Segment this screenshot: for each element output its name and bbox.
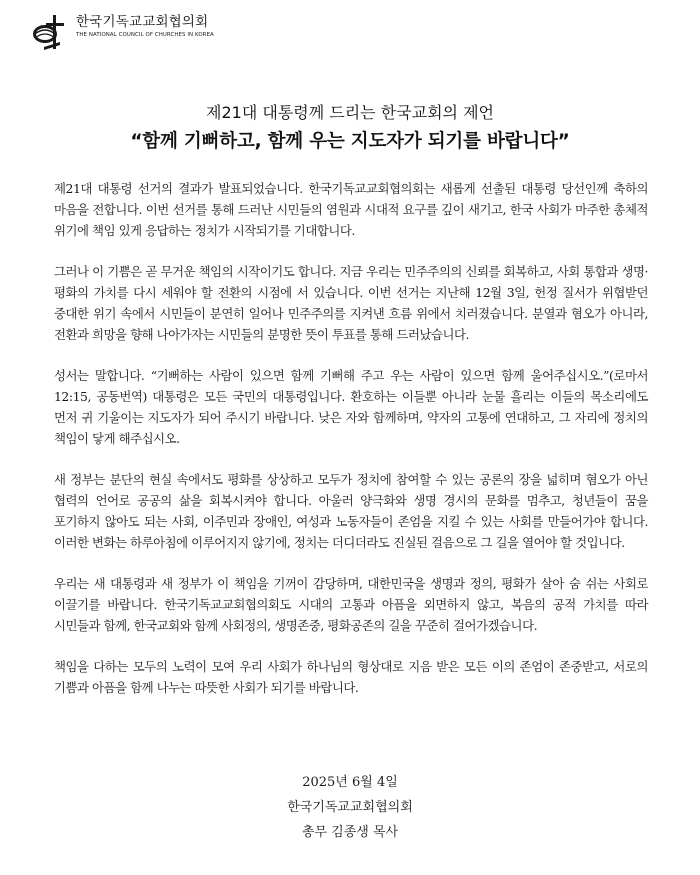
paragraph-2: 그러나 이 기쁨은 곧 무거운 책임의 시작이기도 합니다. 지금 우리는 민주주의의 신뢰를 회복하고, 사회 통합과 생명·평화의 가치를 다시 세워야 할 전환의 시점에 서 있습니다. 이번 선거는 지난해 12월 3일, 헌정 질서가 위협받던 중대한 위기 속에서 시민들이 분연히 일어나 민주주의를 지켜낸 흐름 위에서 치러졌습니다. 분열과 혐오가 아니라, 전환과 희망을 향해 나아가자는 시민들의 분명한 뜻이 투표를 통해 드러났습니다. (54, 264, 648, 342)
paragraph-6: 책임을 다하는 모두의 노력이 모여 우리 사회가 하나님의 형상대로 지음 받은 모든 이의 존엄이 존중받고, 서로의 기쁨과 아픔을 함께 나누는 따뜻한 사회가 되기를 바랍니다. (54, 659, 648, 695)
document-title: “함께 기뻐하고, 함께 우는 지도자가 되기를 바랍니다” (130, 131, 570, 152)
org-name: 한국기독교교회협의회 (76, 14, 209, 30)
paragraph-4: 새 정부는 분단의 현실 속에서도 평화를 상상하고 모두가 정치에 참여할 수 있는 공론의 장을 넓히며 혐오가 아닌 협력의 언어로 공공의 삶을 회복시켜야 합니다. 아울러 양극화와 생명 경시의 문화를 멈추고, 청년들이 꿈을 포기하지 않아도 되는 사회, 이주민과 장애인, 여성과 노동자들이 존엄을 지킬 수 있는 사회를 만들어가야 합니다. 이러한 변화는 하루아침에 이루어지지 않기에, 정치는 더디더라도 진실된 걸음으로 그 길을 열어야 할 것입니다. (54, 472, 648, 550)
signature-block (0, 770, 700, 845)
signer-name: 총무 김종생 목사 (301, 825, 399, 840)
ncck-logo-icon (30, 12, 70, 52)
paragraph-5: 우리는 새 대통령과 새 정부가 이 책임을 기꺼이 감당하며, 대한민국을 생명과 정의, 평화가 살아 숨 쉬는 사회로 이끌기를 바랍니다. 한국기독교교회협의회도 시대의 고통과 아픔을 외면하지 않고, 복음의 공적 가치를 따라 시민들과 함께, 한국교회와 함께 사회정의, 생명존중, 평화공존의 길을 꾸준히 걸어가겠습니다. (54, 576, 648, 633)
document-subtitle: 제21대 대통령께 드리는 한국교회의 제언 (206, 103, 494, 122)
statement-body (54, 178, 648, 718)
letterhead (30, 12, 214, 52)
paragraph-1: 제21대 대통령 선거의 결과가 발표되었습니다. 한국기독교교회협의회는 새롭게 선출된 대통령 당선인께 축하의 마음을 전합니다. 이번 선거를 통해 드러난 시민들의 염원과 시대적 요구를 깊이 새기고, 한국 사회가 마주한 총체적 위기에 책임 있게 응답하는 정치가 시작되기를 기대합니다. (54, 181, 648, 238)
org-name-english: THE NATIONAL COUNCIL OF CHURCHES IN KOREA (76, 32, 214, 38)
statement-date: 2025년 6월 4일 (302, 775, 398, 790)
paragraph-3: 성서는 말합니다. “기뻐하는 사람이 있으면 함께 기뻐해 주고 우는 사람이 있으면 함께 울어주십시오.”(로마서 12:15, 공동번역) 대통령은 모든 국민의 대통령입니다. 환호하는 이들뿐 아니라 눈물 흘리는 이들의 목소리에도 먼저 귀 기울이는 지도자가 되어 주시기 바랍니다. 낮은 자와 함께하며, 약자의 고통에 연대하고, 그 자리에 정치의 책임이 닿게 해주십시오. (54, 368, 648, 446)
signing-organization: 한국기독교교회협의회 (287, 800, 413, 815)
